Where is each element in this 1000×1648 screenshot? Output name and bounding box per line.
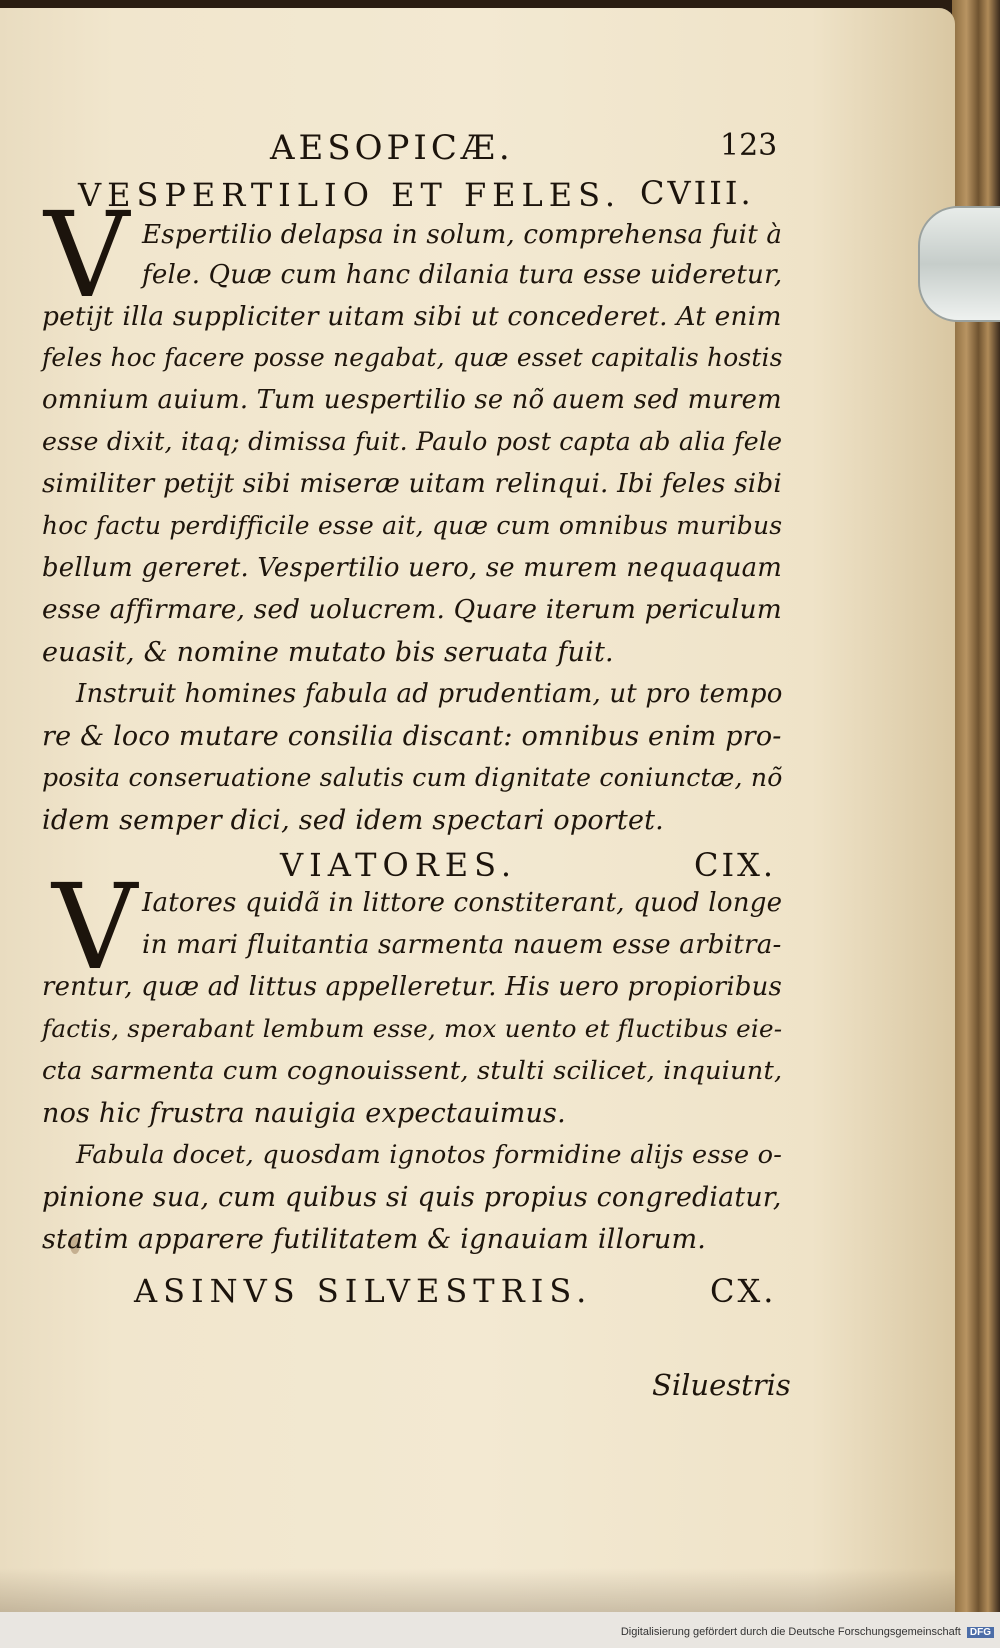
text-line: feles hoc facere posse negabat, quæ esset capitalis hostis [42, 343, 783, 372]
text-line: in mari fluitantia sarmenta nauem esse arbitra- [142, 930, 782, 960]
digitization-credit [621, 1626, 994, 1638]
running-title: AESOPICÆ. [270, 128, 514, 168]
moral-line: statim apparere futilitatem & ignauiam illorum. [42, 1224, 707, 1255]
fable-title: ASINVS SILVESTRIS. [134, 1272, 593, 1310]
fable-number: CX. [710, 1272, 777, 1310]
drop-cap: V [52, 858, 138, 996]
text-line: Espertilio delapsa in solum, comprehensa fuit à [142, 220, 783, 250]
book-page [0, 8, 955, 1612]
drop-cap: V [44, 186, 130, 324]
text-line: euasit, & nomine mutato bis seruata fuit. [42, 637, 614, 668]
moral-line: re & loco mutare consilia discant: omnibus enim pro- [42, 721, 782, 752]
text-line: hoc factu perdifficile esse ait, quæ cum omnibus muribus [42, 511, 783, 540]
text-line: rentur, quæ ad littus appelleretur. His uero propioribus [42, 972, 782, 1002]
text-line: similiter petijt sibi miseræ uitam relinqui. Ibi feles sibi [42, 469, 783, 499]
page-clip [918, 206, 1000, 322]
catchword: Siluestris [652, 1368, 791, 1402]
text-line: cta sarmenta cum cognouissent, stulti scilicet, inquiunt, [42, 1056, 783, 1086]
page-number: 123 [720, 128, 778, 163]
moral-line: Fabula docet, quosdam ignotos formidine alijs esse o- [76, 1140, 783, 1170]
dfg-logo: DFG [967, 1627, 994, 1638]
fable-title: VIATORES. [280, 846, 518, 884]
text-line: fele. Quæ cum hanc dilania tura esse uideretur, [142, 260, 783, 290]
moral-line: idem semper dici, sed idem spectari oportet. [42, 805, 664, 836]
page-header [0, 128, 955, 172]
text-line: bellum gereret. Vespertilio uero, se murem nequaquam [42, 553, 783, 583]
fable-title: VESPERTILIO ET FELES. [78, 176, 622, 214]
moral-line: pinione sua, cum quibus si quis propius congrediatur, [42, 1182, 782, 1213]
text-line: esse dixit, itaq; dimissa fuit. Paulo post capta ab alia fele [42, 427, 783, 456]
fable-number: CVIII. [640, 174, 754, 212]
moral-line: Instruit homines fabula ad prudentiam, ut pro tempo [76, 679, 783, 709]
text-line: esse affirmare, sed uolucrem. Quare iterum periculum [42, 595, 782, 625]
fable-number: CIX. [694, 846, 777, 884]
text-line: omnium auium. Tum uespertilio se nõ auem sed murem [42, 385, 782, 415]
text-line: nos hic frustra nauigia expectauimus. [42, 1098, 566, 1129]
credit-text: Digitalisierung gefördert durch die Deutsche Forschungsgemeinschaft [620, 1626, 961, 1638]
text-line: factis, sperabant lembum esse, mox uento et fluctibus eie- [42, 1014, 783, 1043]
moral-line: posita conseruatione salutis cum dignitate coniunctæ, nõ [42, 763, 783, 792]
text-line: Iatores quidã in littore constiterant, quod longe [142, 888, 783, 918]
text-line: petijt illa suppliciter uitam sibi ut concederet. At enim [42, 301, 782, 332]
